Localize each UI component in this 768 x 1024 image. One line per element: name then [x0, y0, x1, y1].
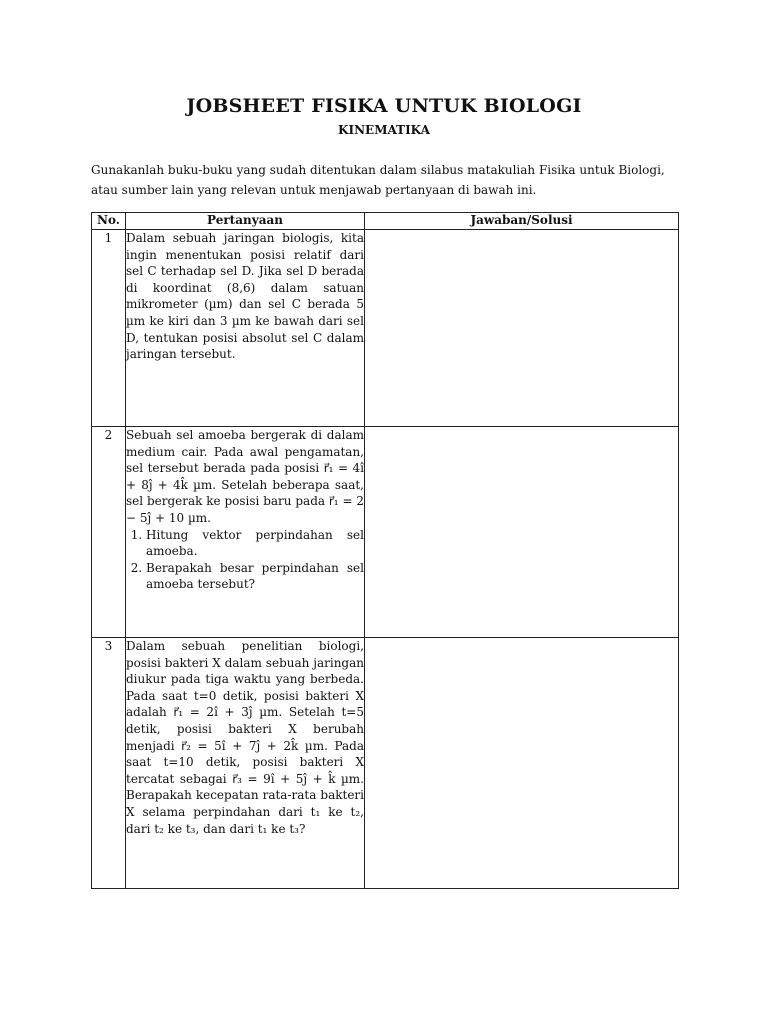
sub-question-list	[126, 527, 364, 593]
table-row	[92, 427, 679, 638]
intro-paragraph: Gunakanlah buku-buku yang sudah ditentukan dalam silabus matakuliah Fisika untuk Biologi, atau sumber lain yang relevan untuk menjawab pertanyaan di bawah ini.	[91, 163, 665, 197]
page-subtitle: KINEMATIKA	[338, 123, 430, 137]
answer-cell[interactable]	[365, 427, 679, 638]
row-number: 2	[92, 427, 126, 638]
sub-question: 2. Berapakah besar perpindahan sel amoeba tersebut?	[146, 560, 364, 593]
table-row	[92, 230, 679, 427]
header-no: No.	[92, 213, 126, 230]
question-text: Sebuah sel amoeba bergerak di dalam medium cair. Pada awal pengamatan, sel tersebut berada pada posisi r⃗₁ = 4î + 8ĵ + 4k̂ µm. Setelah beberapa saat, sel bergerak ke posisi baru pada r⃗₁ = 2 − 5ĵ + 10 µm.	[126, 428, 364, 525]
table-row	[92, 638, 679, 889]
answer-cell[interactable]	[365, 638, 679, 889]
jobsheet-table	[91, 212, 679, 889]
sub-question: 1. Hitung vektor perpindahan sel amoeba.	[146, 527, 364, 560]
row-number: 3	[92, 638, 126, 889]
row-number: 1	[92, 230, 126, 427]
question-cell	[126, 427, 365, 638]
question-text: Dalam sebuah penelitian biologi, posisi bakteri X dalam sebuah jaringan diukur pada tiga waktu yang berbeda. Pada saat t=0 detik, posisi bakteri X adalah r⃗₁ = 2î + 3ĵ µm. Setelah t=5 detik, posisi bakteri X berubah menjadi r⃗₂ = 5î + 7ĵ + 2k̂ µm. Pada saat t=10 detik, posisi bakteri X tercatat sebagai r⃗₃ = 9î + 5ĵ + k̂ µm. Berapakah kecepatan rata-rata bakteri X selama perpindahan dari t₁ ke t₂, dari t₂ ke t₃, dan dari t₁ ke t₃?	[126, 638, 365, 889]
page-title: JOBSHEET FISIKA UNTUK BIOLOGI	[186, 95, 582, 117]
question-text: Dalam sebuah jaringan biologis, kita ingin menentukan posisi relatif dari sel C terhadap sel D. Jika sel D berada di koordinat (8,6) dalam satuan mikrometer (µm) dan sel C berada 5 µm ke kiri dan 3 µm ke bawah dari sel D, tentukan posisi absolut sel C dalam jaringan tersebut.	[126, 230, 365, 427]
header-answer: Jawaban/Solusi	[365, 213, 679, 230]
table-header-row	[92, 213, 679, 230]
answer-cell[interactable]	[365, 230, 679, 427]
header-question: Pertanyaan	[126, 213, 365, 230]
